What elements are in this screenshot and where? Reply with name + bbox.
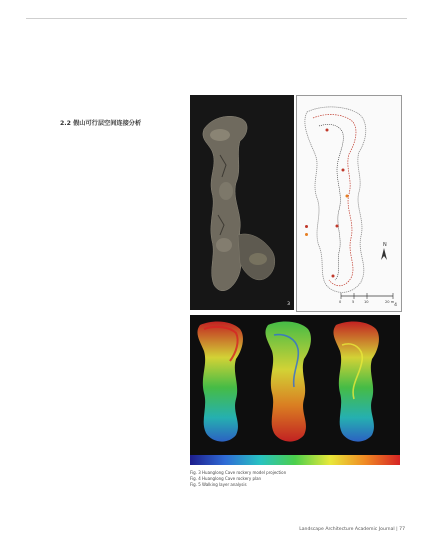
panel-number-3: 3 xyxy=(287,302,290,307)
model-projection-image xyxy=(190,95,294,310)
legend-item-1 xyxy=(305,223,310,228)
body-paragraph-4 xyxy=(60,137,182,139)
figure-3-model-projection xyxy=(190,95,294,310)
section-title: 2.2 假山可行层空间连接分析 xyxy=(60,120,142,127)
caption-3-en: Fig. 3 Huanglong Cave rockery model projection xyxy=(190,470,287,475)
caption-4-en: Fig. 4 Huanglong Cave rockery plan xyxy=(190,476,262,481)
scale-value-0: 0 xyxy=(339,300,342,304)
figure-captions xyxy=(190,470,390,488)
scale-value-20: 20 m xyxy=(385,300,395,304)
plan-drawing xyxy=(297,96,401,311)
heatmap-panel-2 xyxy=(265,322,311,442)
scale-value-10: 10 xyxy=(364,300,369,304)
scale-value-5: 5 xyxy=(352,300,355,304)
legend-orange-dot-icon xyxy=(305,233,308,236)
body-paragraph-3 xyxy=(60,131,182,133)
body-paragraph-2 xyxy=(60,106,182,108)
left-text-column xyxy=(60,100,182,143)
page-footer: Landscape Architecture Academic Journal | 77 xyxy=(299,527,405,532)
body-paragraph-1 xyxy=(60,100,182,102)
panel-number-4: 4 xyxy=(394,303,397,308)
colorbar xyxy=(190,455,400,465)
legend-red-dot-icon xyxy=(305,225,308,228)
header-rule xyxy=(26,18,407,19)
figure-5-walking-layer-analysis xyxy=(190,315,400,465)
heatmap-panels xyxy=(190,315,400,455)
legend-item-2 xyxy=(305,231,310,236)
heatmap-panel-1 xyxy=(197,322,243,442)
caption-5-en: Fig. 5 Walking layer analysis xyxy=(190,482,247,487)
north-label: N xyxy=(383,242,387,248)
figure-4-rockery-plan xyxy=(296,95,402,312)
heatmap-panel-3 xyxy=(333,322,379,442)
